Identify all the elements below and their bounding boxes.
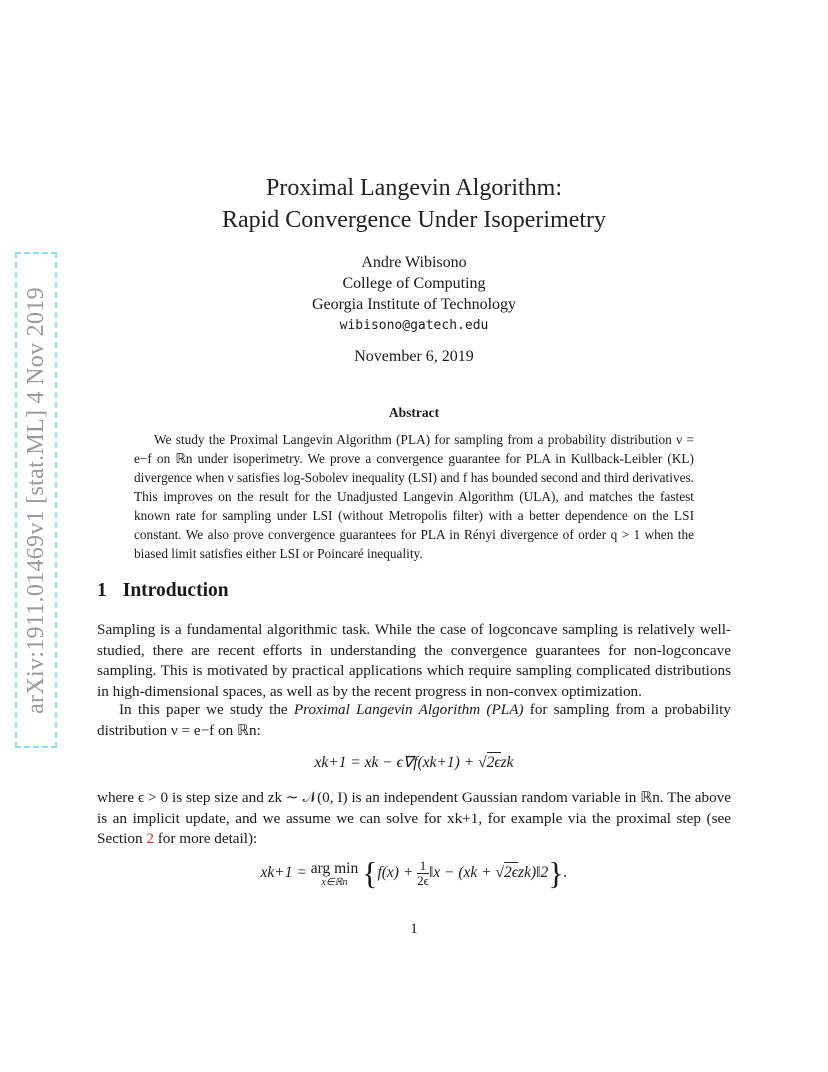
section-2-reference-link[interactable]: 2 xyxy=(146,830,154,847)
eq1-lhs: xk+1 = xk − ϵ∇f(xk+1) + xyxy=(314,754,479,771)
eq2-fraction-numerator: 1 xyxy=(419,858,427,873)
author-block xyxy=(0,252,828,336)
section-number: 1 xyxy=(97,580,107,601)
eq2-argmin xyxy=(311,860,359,888)
intro-paragraph-2 xyxy=(97,700,731,741)
eq2-body-c: zk)‖2 xyxy=(518,864,549,882)
author-email[interactable]: wibisono@gatech.edu xyxy=(339,318,489,333)
eq2-body-b: ‖x − (xk + xyxy=(428,864,496,882)
author-name: Andre Wibisono xyxy=(361,254,467,271)
eq1-tail: zk xyxy=(500,754,514,771)
left-brace: { xyxy=(362,855,378,891)
eq2-argmin-subscript: x∈ℝn xyxy=(321,876,348,888)
author-affiliation-2: Georgia Institute of Technology xyxy=(311,296,517,313)
sqrt-symbol: √ xyxy=(495,864,505,882)
section-heading xyxy=(97,580,229,602)
sqrt-symbol: √ xyxy=(478,754,487,771)
paper-title xyxy=(0,172,828,236)
eq2-body-a: f(x) + xyxy=(377,864,418,882)
abstract-body xyxy=(134,430,694,563)
paragraph-1-text: Sampling is a fundamental algorithmic task. While the case of logconcave sampling is relatively well-studied, there are recent efforts in understanding the convergence guarantees for non-logconcave sampling. This is motivated by practical applications which require sampling complicated distributions in high-dimensional spaces, as well as by the recent progress in non-convex optimization. xyxy=(97,621,731,700)
eq2-fraction-denominator: 2ϵ xyxy=(417,873,429,888)
equation-proximal-step xyxy=(0,855,828,892)
title-line-1: Proximal Langevin Algorithm: xyxy=(266,175,562,201)
eq2-sqrt-arg: 2ϵ xyxy=(504,864,519,882)
paragraph-3-text-a: where ϵ > 0 is step size and zk ∼ 𝒩(0, I) is an independent Gaussian random variable in ℝn. The above is an implicit update, and we assume we can solve for xk+1, for example via the proximal step (see Section xyxy=(97,789,731,847)
paragraph-3-text-b: for more detail): xyxy=(153,830,258,847)
right-brace: } xyxy=(548,855,564,891)
eq2-end: . xyxy=(563,864,568,882)
title-line-2: Rapid Convergence Under Isoperimetry xyxy=(221,207,607,233)
eq1-sqrt-arg: 2ϵ xyxy=(486,754,501,771)
eq2-fraction xyxy=(417,859,429,888)
section-title-text: Introduction xyxy=(122,580,229,601)
eq2-argmin-text: arg min xyxy=(310,859,359,877)
abstract-heading: Abstract xyxy=(388,405,440,420)
paragraph-2-emphasis: Proximal Langevin Algorithm (PLA) xyxy=(293,701,524,718)
abstract-text: We study the Proximal Langevin Algorithm (PLA) for sampling from a probability distribution ν = e−f on ℝn under isoperimetry. We prove a convergence guarantee for PLA in Kullback-Leibler (KL) divergence when ν satisfies log-Sobolev inequality (LSI) and f has bounded second and third derivatives. This improves on the result for the Unadjusted Langevin Algorithm (ULA), and matches the fastest known rate for sampling under LSI (without Metropolis filter) with a better dependence on the LSI constant. We also prove convergence guarantees for PLA in Rényi divergence of order q > 1 when the biased limit satisfies either LSI or Poincaré inequality. xyxy=(134,432,694,561)
page-number: 1 xyxy=(410,921,418,937)
intro-paragraph-1 xyxy=(97,620,731,702)
author-affiliation-1: College of Computing xyxy=(342,275,486,292)
paper-date: November 6, 2019 xyxy=(354,348,474,365)
intro-paragraph-3 xyxy=(97,788,731,850)
equation-pla-update xyxy=(0,753,828,772)
eq2-lhs: xk+1 = xyxy=(260,864,311,882)
paragraph-2-text-b: for sampling from a probability distribution ν = e−f on ℝn: xyxy=(97,701,732,739)
arxiv-identifier-text: arXiv:1911.01469v1 [stat.ML] 4 Nov 2019 xyxy=(22,286,49,714)
paragraph-2-text-a: In this paper we study the xyxy=(119,701,294,718)
